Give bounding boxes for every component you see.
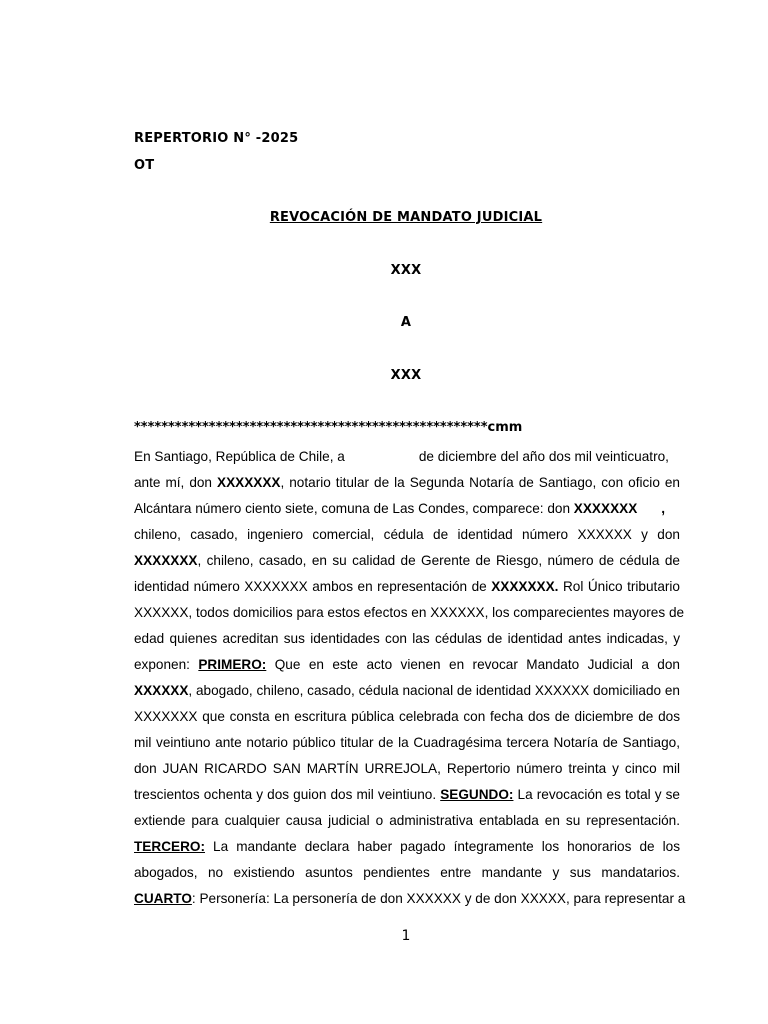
body-line-11: XXXXXXX que consta en escritura pública celebrada con fecha dos de diciembre de dos <box>134 709 680 724</box>
clause-heading-tercero: TERCERO: <box>134 839 205 854</box>
body-line-5 <box>134 548 680 574</box>
body-text: Que en este acto vienen en revocar Mandato Judicial a don <box>266 657 680 672</box>
body-text: , abogado, chileno, casado, cédula nacional de identidad XXXXXX domiciliado en <box>188 683 680 698</box>
body-line-17: abogados, no existiendo asuntos pendientes entre mandante y sus mandatarios. <box>134 865 680 880</box>
repertorio-heading: REPERTORIO N° -2025 <box>134 131 299 146</box>
name-placeholder: XXXXXX <box>134 683 189 698</box>
body-line-3 <box>134 496 680 522</box>
document-title-wrap <box>134 210 678 225</box>
body-line-10 <box>134 678 680 704</box>
body-text: , notario titular de la Segunda Notaría de Santiago, con oficio en <box>280 475 680 490</box>
body-text: En Santiago, República de Chile, a <box>134 449 345 464</box>
body-text: La mandante declara haber pagado íntegramente los honorarios de los <box>205 839 680 854</box>
body-text: identidad número XXXXXXX ambos en representación de <box>134 579 492 594</box>
document-body <box>134 444 686 912</box>
body-line-16 <box>134 834 680 860</box>
body-text: : Personería: La personería de don XXXXXX y de don XXXXX, para representar a <box>191 891 686 906</box>
body-text: , <box>661 501 666 516</box>
body-text: trescientos ochenta y dos guion dos mil veintiuno. <box>134 787 441 802</box>
body-line-7: XXXXXX, todos domicilios para estos efectos en XXXXXX, los comparecientes mayores de <box>134 605 685 620</box>
body-line-4: chileno, casado, ingeniero comercial, cédula de identidad número XXXXXX y don <box>134 527 680 542</box>
separator-suffix: cmm <box>487 420 523 435</box>
body-text: de diciembre del año dos mil veinticuatro, <box>418 449 669 464</box>
body-line-1 <box>134 444 680 470</box>
body-text: exponen: <box>134 657 199 672</box>
clause-heading-cuarto: CUARTO <box>134 891 192 906</box>
body-line-12: mil veintiuno ante notario público titular de la Cuadragésima tercera Notaría de Santiago, <box>134 735 680 750</box>
document-title: REVOCACIÓN DE MANDATO JUDICIAL <box>269 210 543 225</box>
name-placeholder: XXXXXXX <box>217 475 281 490</box>
clause-heading-primero: PRIMERO: <box>198 657 267 672</box>
name-placeholder: XXXXXXX <box>573 501 638 516</box>
body-line-8: edad quienes acreditan sus identidades con las cédulas de identidad antes indicadas, y <box>134 631 680 646</box>
party-first: XXX <box>390 263 422 278</box>
body-line-13: don JUAN RICARDO SAN MARTÍN URREJOLA, Repertorio número treinta y cinco mil <box>134 761 680 776</box>
clause-heading-segundo: SEGUNDO: <box>440 787 514 802</box>
body-text: Rol Único tributario <box>558 579 680 594</box>
body-line-15: extiende para cualquier causa judicial o administrativa entablada en su representación. <box>134 813 680 828</box>
body-line-6 <box>134 574 680 600</box>
body-text: ante mí, don <box>134 475 217 490</box>
separator-line <box>134 420 522 435</box>
body-text: Alcántara número ciento siete, comuna de Las Condes, comparece: don <box>134 501 574 516</box>
ot-heading: OT <box>134 158 155 173</box>
page-number: 1 <box>401 928 411 944</box>
body-line-9 <box>134 652 680 678</box>
name-placeholder: XXXXXXX <box>134 553 198 568</box>
separator-stars: **************************************************** <box>134 420 488 435</box>
body-line-18 <box>134 886 686 912</box>
party-connector: A <box>400 315 412 330</box>
body-text: La revocación es total y se <box>513 787 680 802</box>
name-placeholder: XXXXXXX. <box>491 579 559 594</box>
body-line-2 <box>134 470 680 496</box>
party-second: XXX <box>390 368 422 383</box>
body-line-14 <box>134 782 680 808</box>
body-text: , chileno, casado, en su calidad de Gerente de Riesgo, número de cédula de <box>197 553 680 568</box>
